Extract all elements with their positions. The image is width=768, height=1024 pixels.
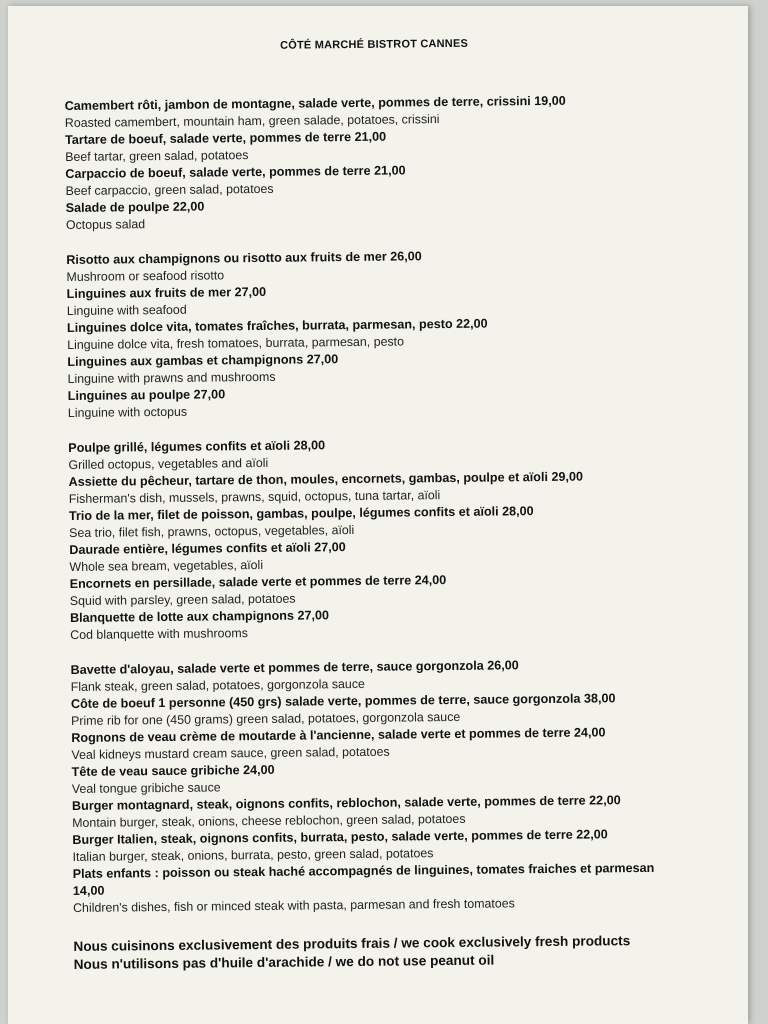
dish-name-fr: Camembert rôti, jambon de montagne, salade verte, pommes de terre, crissini 19,00	[64, 93, 566, 113]
menu-title: CÔTÉ MARCHÉ BISTROT CANNES	[280, 37, 469, 52]
dish-name-fr: Carpaccio de boeuf, salade verte, pommes de terre 21,00	[65, 163, 406, 181]
dish-description-en: Fisherman's dish, mussels, prawns, squid, octopus, tuna tartar, aïoli	[68, 488, 441, 506]
dish-description-en: Linguine with octopus	[67, 404, 188, 420]
dish-description-en: Sea trio, filet fish, prawns, octopus, vegetables, aïoli	[69, 522, 355, 540]
dish-description-en: Montain burger, steak, onions, cheese reblochon, green salad, potatoes	[72, 811, 466, 830]
dish-description-en: Whole sea bream, vegetables, aïoli	[69, 557, 264, 574]
dish-description-en: Italian burger, steak, onions, burrata, pesto, green salad, potatoes	[72, 846, 434, 864]
menu-item	[71, 723, 731, 763]
dish-name-fr: Linguines aux fruits de mer 27,00	[66, 284, 267, 301]
dish-description-en: Flank steak, green salad, potatoes, gorgonzola sauce	[70, 676, 365, 694]
menu-item	[68, 381, 728, 421]
dish-name-fr: Rognons de veau crème de moutarde à l'ancienne, salade verte et pommes de terre 24,00	[71, 725, 606, 745]
dish-name-fr: Linguines dolce vita, tomates fraîches, burrata, parmesan, pesto 22,00	[66, 316, 488, 335]
menu-item	[65, 125, 725, 165]
dish-description-en: Children's dishes, fish or minced steak with pasta, parmesan and fresh tomatoes	[72, 896, 515, 915]
dish-name-fr: Risotto aux champignons ou risotto aux fruits de mer 26,00	[66, 249, 422, 267]
menu-item	[66, 193, 726, 233]
dish-description-en: Prime rib for one (450 grams) green salad, potatoes, gorgonzola sauce	[71, 709, 461, 728]
menu-section	[70, 655, 733, 916]
menu-item	[67, 279, 727, 319]
dish-description-en: Mushroom or seafood risotto	[66, 268, 225, 284]
dish-name-fr: Encornets en persillade, salade verte et pommes de terre 24,00	[69, 573, 447, 591]
menu-content	[64, 35, 734, 974]
dish-name-fr: Plats enfants : poisson ou steak haché accompagnés de linguines, tomates fraiches et parmesan 14,00	[72, 860, 655, 898]
menu-item	[67, 313, 727, 353]
dish-name-fr: Poulpe grillé, légumes confits et aïoli 28,00	[68, 438, 326, 455]
dish-description-en: Beef tartar, green salad, potatoes	[65, 148, 249, 164]
menu-item	[71, 689, 731, 729]
menu-item	[70, 655, 730, 695]
dish-name-fr: Tartare de boeuf, salade verte, pommes de terre 21,00	[64, 129, 387, 147]
footer-peanut-note: Nous n'utilisons pas d'huile d'arachide / we do not use peanut oil	[73, 952, 495, 972]
menu-item	[69, 467, 729, 507]
dish-name-fr: Burger Italien, steak, oignons confits, burrata, pesto, salade verte, pommes de terre 22,00	[72, 827, 608, 847]
dish-description-en: Grilled octopus, vegetables and aïoli	[68, 455, 269, 472]
dish-name-fr: Bavette d'aloyau, salade verte et pommes de terre, sauce gorgonzola 26,00	[70, 658, 519, 677]
dish-description-en: Squid with parsley, green salad, potatoes	[69, 591, 296, 608]
menu-item	[65, 159, 725, 199]
menu-item	[68, 433, 728, 473]
dish-description-en: Linguine dolce vita, fresh tomatoes, burrata, parmesan, pesto	[67, 334, 405, 352]
dish-description-en: Veal kidneys mustard cream sauce, green salad, potatoes	[71, 744, 390, 762]
menu-section	[65, 91, 726, 233]
menu-item	[66, 245, 726, 285]
dish-name-fr: Linguines au poulpe 27,00	[67, 387, 226, 403]
dish-name-fr: Linguines aux gambas et champignons 27,00	[67, 352, 339, 369]
menu-item	[69, 535, 729, 575]
dish-name-fr: Assiette du pêcheur, tartare de thon, moules, encornets, gambas, poulpe et aïoli 29,00	[68, 469, 584, 489]
dish-description-en: Cod blanquette with mushrooms	[70, 626, 248, 642]
dish-name-fr: Côte de boeuf 1 personne (450 grs) salade verte, pommes de terre, sauce gorgonzola 38,00	[70, 691, 616, 711]
dish-description-en: Linguine with seafood	[66, 302, 187, 318]
menu-item	[72, 757, 732, 797]
menu-item	[65, 91, 725, 131]
menu-item	[70, 603, 730, 643]
menu-item	[72, 791, 732, 831]
menu-item	[69, 501, 729, 541]
menu-sections	[65, 91, 734, 916]
menu-item	[67, 347, 727, 387]
footer-fresh-note: Nous cuisinons exclusivement des produits frais / we cook exclusively fresh products	[73, 933, 631, 954]
menu-section	[66, 245, 728, 421]
dish-description-en: Octopus salad	[65, 217, 146, 232]
dish-name-fr: Burger montagnard, steak, oignons confits, reblochon, salade verte, pommes de terre 22,00	[71, 793, 621, 813]
dish-name-fr: Blanquette de lotte aux champignons 27,00	[69, 608, 330, 625]
dish-name-fr: Trio de la mer, filet de poisson, gambas, poulpe, légumes confits et aïoli 28,00	[68, 504, 534, 523]
dish-name-fr: Salade de poulpe 22,00	[65, 199, 205, 215]
dish-description-en: Linguine with prawns and mushrooms	[67, 369, 276, 386]
dish-name-fr: Daurade entière, légumes confits et aïoli 27,00	[69, 540, 346, 557]
dish-name-fr: Tête de veau sauce gribiche 24,00	[71, 762, 275, 779]
dish-description-en: Beef carpaccio, green salad, potatoes	[65, 181, 274, 198]
menu-item	[70, 569, 730, 609]
menu-footer	[73, 931, 733, 974]
menu-item	[73, 859, 733, 916]
dish-description-en: Roasted camembert, mountain ham, green salade, potatoes, crissini	[64, 112, 440, 130]
menu-section	[68, 433, 730, 643]
dish-description-en: Veal tongue gribiche sauce	[71, 780, 221, 796]
menu-sheet	[8, 6, 748, 1024]
menu-item	[72, 825, 732, 865]
